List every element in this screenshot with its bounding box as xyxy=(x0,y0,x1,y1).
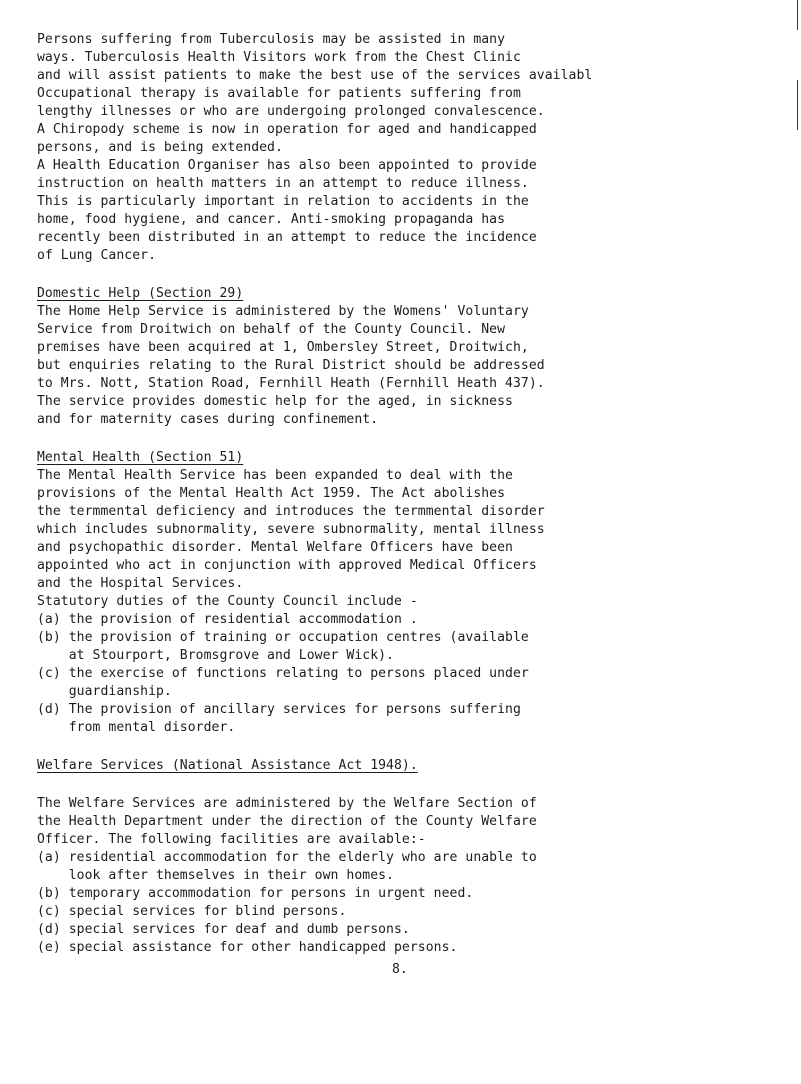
intro-line: Occupational therapy is available for patients suffering from xyxy=(37,86,521,101)
intro-line: A Health Education Organiser has also been appointed to provide xyxy=(37,158,537,173)
intro-line: Persons suffering from Tuberculosis may be assisted in many xyxy=(37,32,506,47)
scan-edge-mark xyxy=(797,80,798,130)
list-item: (b) the provision of training or occupation centres (available xyxy=(37,630,529,645)
list-item: guardianship. xyxy=(37,684,172,699)
paragraph-line: and the Hospital Services. xyxy=(37,576,244,591)
paragraph-line: Officer. The following facilities are available:- xyxy=(37,832,426,847)
list-item: (c) special services for blind persons. xyxy=(37,904,347,919)
paragraph-line: Service from Droitwich on behalf of the County Council. New xyxy=(37,322,506,337)
list-item: (d) The provision of ancillary services for persons suffering xyxy=(37,702,521,717)
list-item: (b) temporary accommodation for persons in urgent need. xyxy=(37,886,474,901)
paragraph-line: which includes subnormality, severe subnormality, mental illness xyxy=(37,522,545,537)
paragraph-line: the Health Department under the direction of the County Welfare xyxy=(37,814,537,829)
list-item: at Stourport, Bromsgrove and Lower Wick). xyxy=(37,648,394,663)
scan-edge-mark xyxy=(797,0,798,30)
page-number: 8. xyxy=(392,962,408,977)
intro-line: This is particularly important in relation to accidents in the xyxy=(37,194,529,209)
paragraph-line: provisions of the Mental Health Act 1959. The Act abolishes xyxy=(37,486,506,501)
intro-line: lengthy illnesses or who are undergoing prolonged convalescence. xyxy=(37,104,545,119)
section-heading: Domestic Help (Section 29) xyxy=(37,286,244,301)
paragraph-line: and for maternity cases during confinement. xyxy=(37,412,379,427)
paragraph-line: the termmental deficiency and introduces the termmental disorder xyxy=(37,504,545,519)
section-heading: Mental Health (Section 51) xyxy=(37,450,244,465)
intro-line: home, food hygiene, and cancer. Anti-smoking propaganda has xyxy=(37,212,506,227)
paragraph-line: to Mrs. Nott, Station Road, Fernhill Heath (Fernhill Heath 437). xyxy=(37,376,545,391)
list-item: from mental disorder. xyxy=(37,720,236,735)
list-item: (e) special assistance for other handicapped persons. xyxy=(37,940,458,955)
paragraph-line: The Home Help Service is administered by the Womens' Voluntary xyxy=(37,304,529,319)
paragraph-line: appointed who act in conjunction with approved Medical Officers xyxy=(37,558,537,573)
list-item: look after themselves in their own homes. xyxy=(37,868,394,883)
intro-line: recently been distributed in an attempt to reduce the incidence xyxy=(37,230,537,245)
paragraph-line: Statutory duties of the County Council include - xyxy=(37,594,418,609)
paragraph-line: The Welfare Services are administered by the Welfare Section of xyxy=(37,796,537,811)
paragraph-line: but enquiries relating to the Rural District should be addressed xyxy=(37,358,545,373)
paragraph-line: premises have been acquired at 1, Ombersley Street, Droitwich, xyxy=(37,340,529,355)
paragraph-line: and psychopathic disorder. Mental Welfare Officers have been xyxy=(37,540,513,555)
intro-line: of Lung Cancer. xyxy=(37,248,156,263)
intro-line: ways. Tuberculosis Health Visitors work from the Chest Clinic xyxy=(37,50,521,65)
intro-line: and will assist patients to make the best use of the services availabl xyxy=(37,68,593,83)
list-item: (a) residential accommodation for the elderly who are unable to xyxy=(37,850,537,865)
intro-line: persons, and is being extended. xyxy=(37,140,283,155)
intro-line: instruction on health matters in an attempt to reduce illness. xyxy=(37,176,529,191)
list-item: (a) the provision of residential accommodation . xyxy=(37,612,418,627)
paragraph-line: The Mental Health Service has been expanded to deal with the xyxy=(37,468,513,483)
intro-line: A Chiropody scheme is now in operation for aged and handicapped xyxy=(37,122,537,137)
list-item: (c) the exercise of functions relating to persons placed under xyxy=(37,666,529,681)
section-heading: Welfare Services (National Assistance Act 1948). xyxy=(37,758,418,773)
list-item: (d) special services for deaf and dumb persons. xyxy=(37,922,410,937)
paragraph-line: The service provides domestic help for the aged, in sickness xyxy=(37,394,513,409)
